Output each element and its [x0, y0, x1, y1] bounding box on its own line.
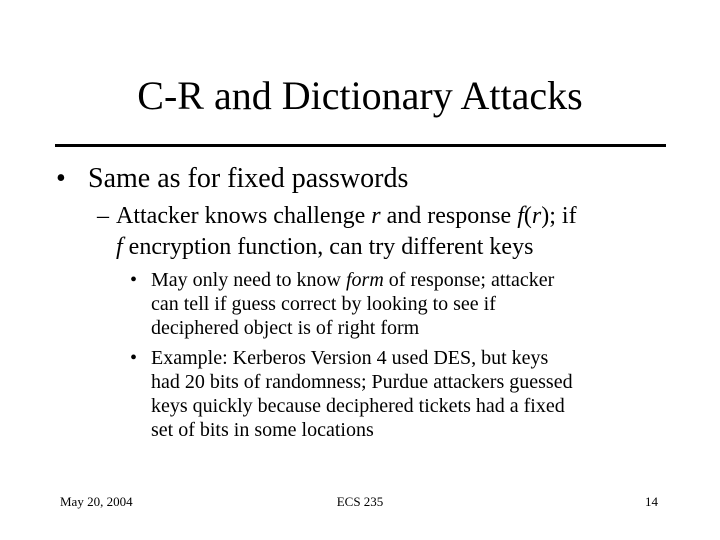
bullet-icon: • [130, 269, 138, 291]
bullet-level3 [130, 268, 554, 340]
bullet-line [97, 232, 577, 263]
bullet-line [130, 346, 573, 370]
bullet-icon: • [56, 163, 66, 194]
footer-page-number: 14 [645, 494, 658, 509]
bullet-line: had 20 bits of randomness; Purdue attackers guessed [151, 371, 573, 393]
bullet-level1 [56, 162, 408, 196]
dash-icon: – [97, 203, 109, 229]
bullet-level2 [97, 201, 577, 263]
text-run: May only need to know [151, 269, 346, 291]
text-run: encryption function, can try different keys [122, 234, 534, 260]
footer-course: ECS 235 [336, 494, 384, 509]
text-run: and response [380, 203, 518, 229]
text-run: ); if [541, 203, 577, 229]
bullet-level3 [130, 346, 573, 442]
italic-variable: r [371, 203, 381, 229]
text-run: ( [523, 203, 532, 229]
bullet-line: can tell if guess correct by looking to see if [151, 293, 496, 315]
bullet-line: set of bits in some locations [151, 419, 374, 441]
slide-title: C-R and Dictionary Attacks [137, 73, 583, 118]
bullet-text: Same as for fixed passwords [88, 163, 409, 194]
bullet-line [130, 268, 554, 292]
footer-date: May 20, 2004 [60, 494, 133, 509]
italic-variable: f [116, 234, 123, 260]
text-run: Attacker knows challenge [116, 203, 372, 229]
italic-variable: r [531, 203, 542, 229]
text-run: Example: Kerberos Version 4 used DES, but keys [151, 347, 549, 369]
bullet-line: keys quickly because deciphered tickets had a fixed [151, 395, 565, 417]
italic-word: form [345, 269, 384, 291]
italic-variable: f [517, 203, 524, 229]
title-divider [55, 144, 666, 147]
bullet-line [97, 201, 577, 232]
bullet-line: deciphered object is of right form [151, 317, 420, 339]
bullet-icon: • [130, 347, 138, 369]
text-run: of response; attacker [383, 269, 555, 291]
